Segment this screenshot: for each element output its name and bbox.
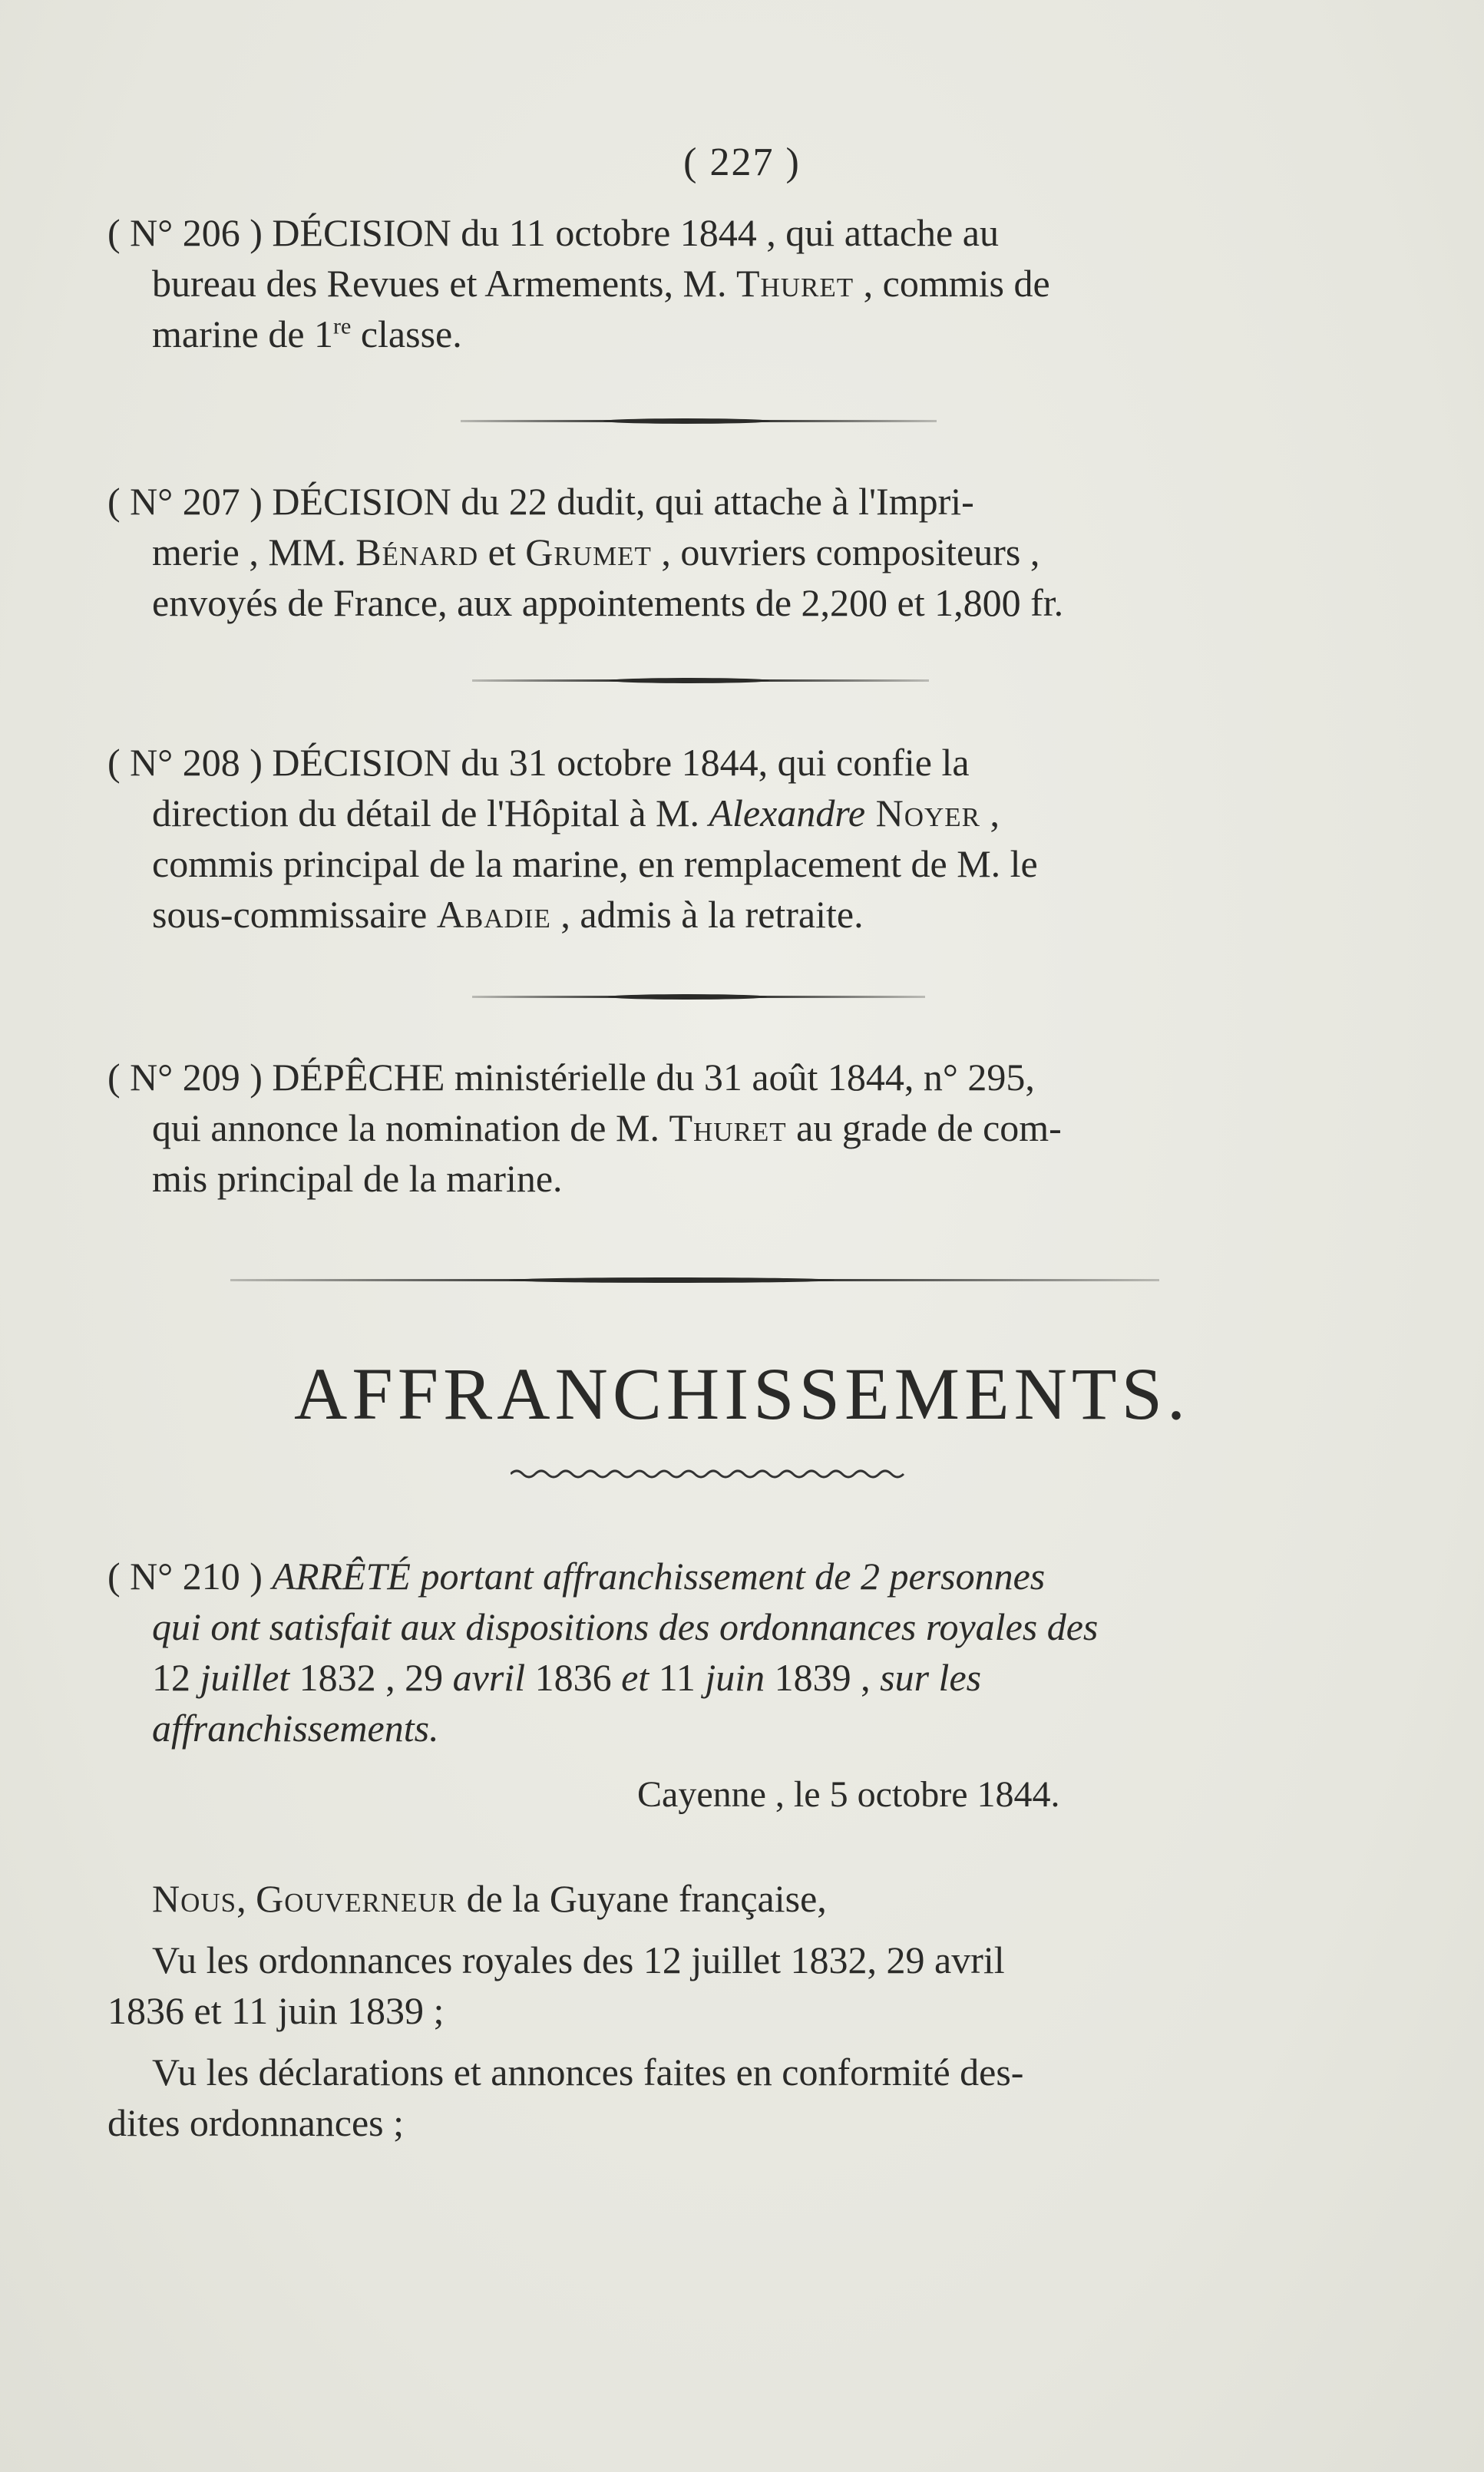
person-name: Thuret [669, 1106, 787, 1149]
entry-number: ( N° 206 ) [107, 211, 263, 254]
entry-number: ( N° 207 ) [107, 480, 263, 523]
entry-206-line-1: ( N° 206 ) DÉCISION du 11 octobre 1844 , qui attache au [107, 211, 999, 254]
section-title: AFFRANCHISSEMENTS. [294, 1353, 1190, 1435]
preamble-line: Nous, Gouverneur de la Guyane française, [152, 1877, 827, 1920]
dateline: Cayenne , le 5 octobre 1844. [637, 1774, 1060, 1815]
entry-208-line-3: commis principal de la marine, en remplacement de M. le [152, 842, 1038, 885]
section-separator-rule [230, 1279, 1159, 1281]
entry-heading: DÉCISION [272, 741, 451, 784]
entry-206 [107, 207, 1305, 359]
entry-heading: DÉPÊCHE [272, 1056, 445, 1099]
vu-paragraph-2: Vu les déclarations et annonces faites en conformité des- [152, 2051, 1024, 2094]
separator-rule [472, 679, 929, 682]
person-name: Bénard [355, 530, 479, 573]
entry-206-line-2: bureau des Revues et Armements, M. Thuret , commis de [152, 262, 1050, 305]
ornamental-wavy-line [511, 1468, 906, 1480]
entry-209-line-2: qui annonce la nomination de M. Thuret au grade de com- [152, 1106, 1062, 1149]
entry-208-line-2: direction du détail de l'Hôpital à M. Alexandre Noyer , [152, 792, 1000, 834]
page-number: ( 227 ) [683, 140, 801, 184]
person-name: Thuret [735, 262, 854, 305]
vu-paragraph-2-cont: dites ordonnances ; [107, 2101, 405, 2144]
entry-208-line-1: ( N° 208 ) DÉCISION du 31 octobre 1844, qui confie la [107, 741, 970, 784]
entry-210-line-3: 12 juillet 1832 , 29 avril 1836 et 11 juin 1839 , sur les [152, 1656, 982, 1699]
person-name: Abadie [436, 893, 551, 936]
entry-number: ( N° 208 ) [107, 741, 263, 784]
entry-heading: DÉCISION [272, 211, 451, 254]
entry-heading: DÉCISION [272, 480, 451, 523]
separator-rule [461, 420, 937, 422]
entry-206-line-3: marine de 1re classe. [152, 312, 462, 355]
entry-208 [107, 737, 1305, 940]
person-first-name: Alexandre [709, 792, 866, 834]
entry-207-line-3: envoyés de France, aux appointements de 2,200 et 1,800 fr. [152, 581, 1064, 624]
entry-number: ( N° 210 ) [107, 1555, 263, 1598]
separator-rule [472, 996, 925, 998]
entry-207-line-1: ( N° 207 ) DÉCISION du 22 dudit, qui attache à l'Impri- [107, 480, 974, 523]
entry-207 [107, 476, 1305, 628]
entry-210-line-1: ( N° 210 ) ARRÊTÉ portant affranchissement de 2 personnes [107, 1555, 1046, 1598]
person-name: Grumet [525, 530, 652, 573]
body-text [107, 1873, 1305, 2148]
entry-209-line-3: mis principal de la marine. [152, 1157, 563, 1200]
entry-207-line-2: merie , MM. Bénard et Grumet , ouvriers compositeurs , [152, 530, 1040, 573]
entry-heading: ARRÊTÉ [272, 1555, 411, 1598]
entry-209-line-1: ( N° 209 ) DÉPÊCHE ministérielle du 31 août 1844, n° 295, [107, 1056, 1035, 1099]
person-name: Noyer [865, 792, 981, 834]
vu-paragraph-1: Vu les ordonnances royales des 12 juillet 1832, 29 avril [152, 1938, 1005, 1981]
entry-209 [107, 1052, 1305, 1204]
entry-210-line-2: qui ont satisfait aux dispositions des ordonnances royales des [152, 1605, 1099, 1648]
entry-210 [107, 1551, 1305, 1753]
entry-210-line-4: affranchissements. [152, 1707, 439, 1750]
vu-paragraph-1-cont: 1836 et 11 juin 1839 ; [107, 1989, 445, 2032]
entry-208-line-4: sous-commissaire Abadie , admis à la retraite. [152, 893, 864, 936]
entry-number: ( N° 209 ) [107, 1056, 263, 1099]
